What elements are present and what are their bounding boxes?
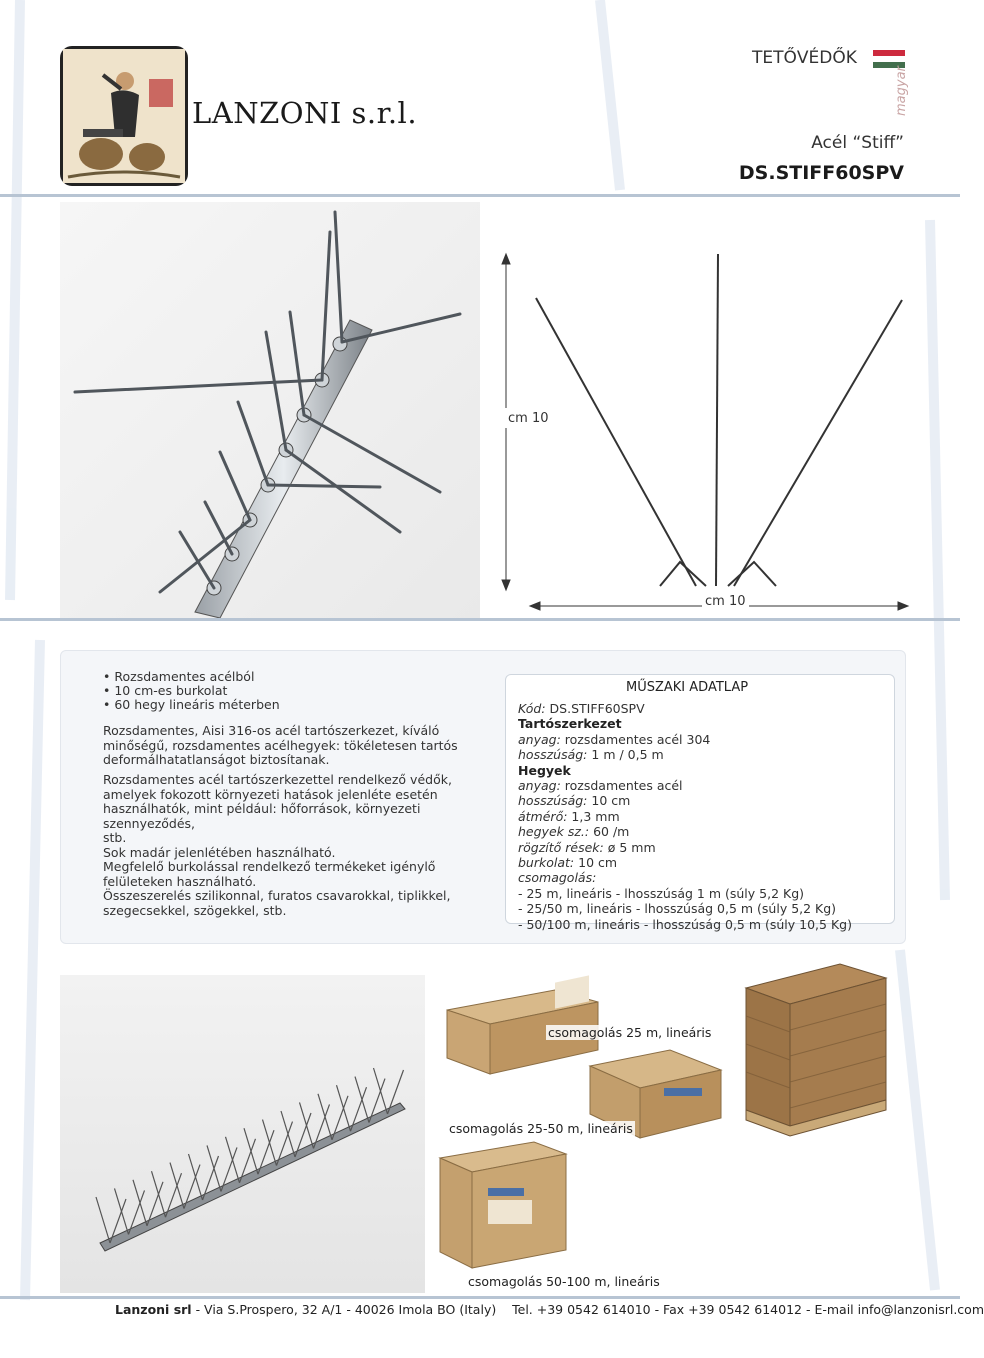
text-line: használhatók, mint például: hőforrások, környezeti [103, 801, 421, 816]
spike-line [355, 1077, 369, 1123]
language-label [886, 66, 926, 116]
feature-item: • 60 hegy lineáris méterben [103, 698, 280, 712]
product-code: DS.STIFF60SPV [738, 162, 904, 184]
text-line: Megfelelő burkolással rendelkező termékeket igénylő [103, 859, 436, 874]
footer-address: - Via S.Prospero, 32 A/1 - 40026 Imola BO (Italy) [191, 1302, 497, 1317]
text-line: szennyeződés, [103, 815, 196, 831]
spike-line [300, 1102, 314, 1148]
spec-value: rozsdamentes acél 304 [564, 731, 711, 747]
packaging-option: - 25/50 m, lineáris - lhosszúság 0,5 m (súly 5,2 Kg) [518, 901, 837, 917]
spec-value: 10 cm [591, 793, 631, 809]
photo-divider [0, 618, 960, 621]
spike-line [318, 1094, 332, 1140]
product-name: Acél “Stiff” [811, 133, 904, 153]
footer-divider [0, 1296, 960, 1299]
spec-label: átmérő: [518, 808, 568, 824]
text-line: stb. [103, 830, 127, 845]
spike-strip-photo [60, 975, 425, 1293]
text-line: Sok madár jelenlétében használható. [103, 844, 336, 860]
spike-line [374, 1068, 388, 1114]
header-divider [0, 194, 960, 197]
spike-line [170, 1163, 184, 1209]
feature-item: • Rozsdamentes acélból [103, 670, 280, 684]
spec-value: 60 /m [593, 824, 630, 840]
packaging-option: - 50/100 m, lineáris - lhosszúság 0,5 m (súly 10,5 Kg) [518, 916, 852, 932]
spec-label: csomagolás: [518, 870, 597, 886]
spikes-heading: Hegyek [518, 762, 571, 778]
spike-line [133, 1180, 147, 1226]
spike-line [96, 1197, 110, 1243]
text-line: felületeken használható. [103, 873, 257, 889]
spike-line [281, 1111, 295, 1157]
height-dimension-label: cm 10 [508, 411, 549, 426]
footer-phone-email: Tel. +39 0542 614010 - Fax +39 0542 614012 - E-mail info@lanzonisrl.com [512, 1302, 984, 1317]
code-label: Kód: [518, 701, 546, 716]
spike-line [115, 1188, 129, 1234]
package-caption-3: csomagolás 50-100 m, lineáris [468, 1274, 660, 1289]
language-text: magyar [894, 66, 909, 116]
product-photo [60, 202, 480, 618]
package-caption-2: csomagolás 25-50 m, lineáris [449, 1121, 633, 1136]
spec-value: rozsdamentes acél [564, 778, 683, 794]
spike-line [263, 1120, 277, 1166]
spec-label: hosszúság: [518, 793, 588, 809]
feature-list [103, 670, 280, 712]
feature-item: • 10 cm-es burkolat [103, 684, 280, 698]
text-line: amelyek fokozott környezeti hatások jelenléte esetén [103, 786, 438, 802]
text-line: minőségű, rozsdamentes acélhegyek: tökéletesen tartós [103, 737, 458, 753]
spike-line [189, 1154, 203, 1200]
text-line: deformálhatatlanságot biztosítanak. [103, 752, 330, 767]
spec-label: hegyek sz.: [518, 824, 590, 840]
spike-line [226, 1137, 240, 1183]
spec-label: anyag: [518, 778, 561, 794]
spike-line [152, 1171, 166, 1217]
dimension-diagram [494, 202, 904, 618]
spec-label: anyag: [518, 731, 561, 747]
technical-datasheet [505, 674, 895, 932]
code-value: DS.STIFF60SPV [549, 701, 645, 716]
description-paragraph-2 [103, 773, 463, 918]
width-dimension-label: cm 10 [702, 594, 749, 609]
company-logo [60, 46, 188, 186]
company-name: LANZONI s.r.l. [192, 96, 418, 130]
pallet-photo [740, 960, 890, 1140]
text-line: szegecsekkel, szögekkel, stb. [103, 902, 287, 918]
text-line: Rozsdamentes, Aisi 316-os acél tartószerkezet, kíváló [103, 723, 440, 738]
spec-value: 10 cm [578, 855, 618, 871]
package-caption-1: csomagolás 25 m, lineáris [548, 1025, 712, 1040]
description-paragraph-1 [103, 724, 463, 768]
packaging-option: - 25 m, lineáris - lhosszúság 1 m (súly 5,2 Kg) [518, 885, 805, 901]
spec-value: 1 m / 0,5 m [591, 747, 664, 763]
spike-line [207, 1145, 221, 1191]
frame-heading: Tartószerkezet [518, 716, 622, 732]
spike-line [244, 1128, 258, 1174]
spec-label: burkolat: [518, 855, 575, 871]
text-line: Összeszerelés szilikonnal, furatos csavarokkal, tiplikkel, [103, 888, 451, 903]
spec-label: rögzítő rések: [518, 839, 604, 855]
datasheet-title: MŰSZAKI ADATLAP [626, 680, 749, 695]
category-title: TETŐVÉDŐK [752, 48, 857, 68]
package-box-3 [438, 1140, 568, 1270]
footer-company: Lanzoni srl [115, 1302, 192, 1317]
spec-label: hosszúság: [518, 747, 588, 763]
spec-value: 1,3 mm [571, 808, 620, 824]
spec-value: ø 5 mm [607, 839, 656, 855]
spike-line [337, 1085, 351, 1131]
text-line: Rozsdamentes acél tartószerkezettel rendelkező védők, [103, 772, 452, 787]
footer-contact [115, 1302, 984, 1317]
